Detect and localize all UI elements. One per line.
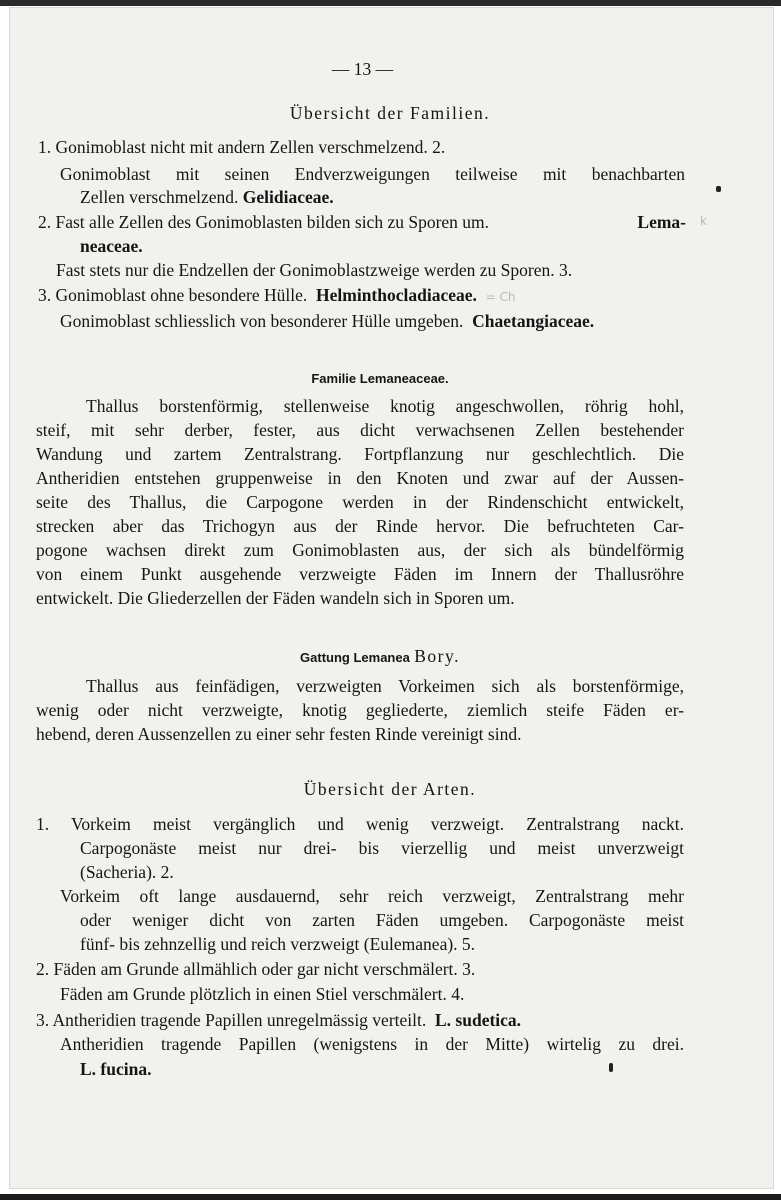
paragraph-line: von einem Punkt ausgehende verzweigte Fäden im Innern der Thallusröhre <box>36 564 684 584</box>
page-number: — 13 — <box>331 59 394 79</box>
key-line <box>60 310 594 332</box>
taxon-name: Helminthocladiaceae. <box>316 285 477 305</box>
paragraph-line: entwickelt. Die Gliederzellen der Fäden wandeln sich in Sporen um. <box>36 588 515 608</box>
key-line: fünf- bis zehnzellig und reich verzweigt (Eulemanea). 5. <box>80 934 476 954</box>
pencil-margin-mark: k <box>700 214 707 228</box>
paragraph-line: Wandung und zartem Zentralstrang. Fortpflanzung nur geschlechtlich. Die <box>36 444 684 464</box>
key-line: 1. Vorkeim meist vergänglich und wenig verzweigt. Zentralstrang nackt. <box>36 814 684 834</box>
key-line: 1. Gonimoblast nicht mit andern Zellen verschmelzend. 2. <box>38 137 446 157</box>
key-text: Zellen verschmelzend. <box>80 187 239 207</box>
paragraph-line: Antheridien entstehen gruppenweise in den Knoten und zwar auf der Aussen- <box>36 468 684 488</box>
taxon-name: Gelidiaceae. <box>242 187 334 207</box>
genus-author: Bory. <box>414 646 460 666</box>
taxon-name: neaceae. <box>80 236 143 256</box>
paragraph-line: steif, mit sehr derber, fester, aus dicht verwachsenen Zellen bestehender <box>36 420 684 440</box>
paragraph-line: pogone wachsen direkt zum Gonimoblasten aus, der sich als bündelförmig <box>36 540 684 560</box>
taxon-name: L. fucina. <box>80 1059 152 1079</box>
key-text: 3. Gonimoblast ohne besondere Hülle. <box>38 285 308 305</box>
key-line <box>38 284 516 308</box>
paragraph-line: wenig oder nicht verzweigte, knotig gegliederte, ziemlich steife Fäden er- <box>36 700 684 720</box>
paragraph-line: Thallus borstenförmig, stellenweise knotig angeschwollen, röhrig hohl, <box>86 396 684 416</box>
key-line <box>36 1009 521 1031</box>
key-line: Antheridien tragende Papillen (wenigstens in der Mitte) wirtelig zu drei. <box>60 1034 684 1054</box>
taxon-name: Lema- <box>637 212 686 232</box>
key-line: (Sacheria). 2. <box>80 862 174 882</box>
ink-speck <box>609 1063 613 1072</box>
genus-heading <box>200 645 560 669</box>
scan-bottom-edge <box>0 1194 781 1200</box>
key-line: Fäden am Grunde plötzlich in einen Stiel verschmälert. 4. <box>60 984 465 1004</box>
taxon-name: L. sudetica. <box>435 1010 522 1030</box>
key-line: 2. Fäden am Grunde allmählich oder gar nicht verschmälert. 3. <box>36 959 476 979</box>
taxon-name: Chaetangiaceae. <box>472 311 595 331</box>
key-line: Carpogonäste meist nur drei- bis vierzellig und meist unverzweigt <box>80 838 684 858</box>
paragraph-line: hebend, deren Aussenzellen zu einer sehr festen Rinde vereinigt sind. <box>36 724 522 744</box>
pencil-annotation: = Ch <box>485 290 516 304</box>
key-line: Vorkeim oft lange ausdauernd, sehr reich verzweigt, Zentralstrang mehr <box>60 886 684 906</box>
genus-name: Gattung Lemanea <box>300 650 410 665</box>
key-line: oder weniger dicht von zarten Fäden umgeben. Carpogonäste meist <box>80 910 684 930</box>
families-overview-heading: Übersicht der Familien. <box>289 103 491 123</box>
species-overview-heading: Übersicht der Arten. <box>303 779 477 799</box>
ink-speck <box>716 186 721 192</box>
key-text: 3. Antheridien tragende Papillen unregelmässig verteilt. <box>36 1010 427 1030</box>
key-text: 2. Fast alle Zellen des Gonimoblasten bilden sich zu Sporen um. <box>38 212 490 232</box>
family-heading: Familie Lemaneaceae. <box>311 371 449 386</box>
scan-top-edge <box>0 0 781 6</box>
key-line: Gonimoblast mit seinen Endverzweigungen teilweise mit benachbarten <box>60 164 685 184</box>
key-text: Gonimoblast schliesslich von besonderer Hülle umgeben. <box>60 311 464 331</box>
paragraph-line: seite des Thallus, die Carpogone werden in der Rindenschicht entwickelt, <box>36 492 684 512</box>
paragraph-line: strecken aber das Trichogyn aus der Rinde hervor. Die befruchteten Car- <box>36 516 684 536</box>
key-line: Fast stets nur die Endzellen der Gonimoblastzweige werden zu Sporen. 3. <box>56 260 573 280</box>
paragraph-line: Thallus aus feinfädigen, verzweigten Vorkeimen sich als borstenförmige, <box>86 676 684 696</box>
key-line <box>80 186 334 208</box>
key-line <box>38 211 686 233</box>
